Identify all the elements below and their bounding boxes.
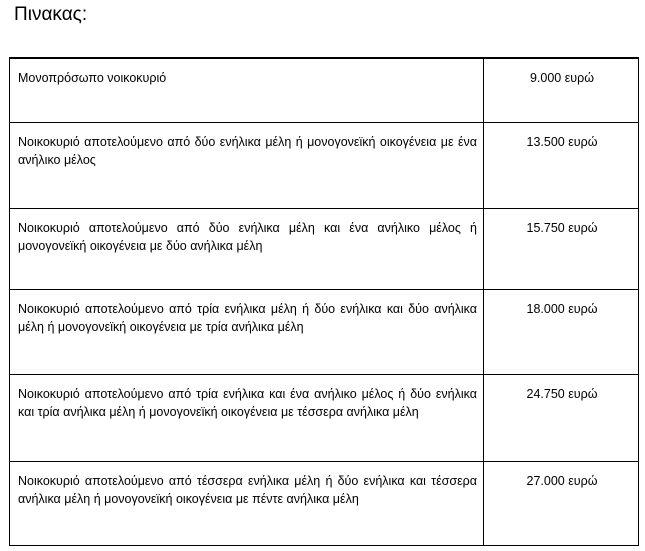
table-row <box>10 58 639 122</box>
income-amount-cell: 13.500 ευρώ <box>484 122 639 208</box>
income-amount-cell: 24.750 ευρώ <box>484 374 639 461</box>
table-row <box>10 289 639 374</box>
table-row <box>10 208 639 289</box>
table-row <box>10 122 639 208</box>
household-description-cell: Νοικοκυριό αποτελούμενο από τρία ενήλικα μέλη ή δύο ενήλικα και δύο ανήλικα μέλη ή μονογονεϊκή οικογένεια με τρία ανήλικα μέλη <box>10 289 484 374</box>
household-description-cell: Νοικοκυριό αποτελούμενο από δύο ενήλικα μέλη και ένα ανήλικο μέλος ή μονογονεϊκή οικογένεια με δύο ανήλικα μέλη <box>10 208 484 289</box>
income-amount-cell: 9.000 ευρώ <box>484 58 639 122</box>
table-row <box>10 374 639 461</box>
household-description-cell: Νοικοκυριό αποτελούμενο από τέσσερα ενήλικα μέλη ή δύο ενήλικα και τέσσερα ανήλικα μέλη ή μονογονεϊκή οικογένεια με πέντε ανήλικα μέλη <box>10 461 484 545</box>
income-amount-cell: 15.750 ευρώ <box>484 208 639 289</box>
page-heading: Πινακας: <box>14 4 88 25</box>
household-description-cell: Μονοπρόσωπο νοικοκυριό <box>10 58 484 122</box>
household-description-cell: Νοικοκυριό αποτελούμενο από δύο ενήλικα μέλη ή μονογονεϊκή οικογένεια με ένα ανήλικο μέλος <box>10 122 484 208</box>
table-row <box>10 461 639 545</box>
income-amount-cell: 18.000 ευρώ <box>484 289 639 374</box>
household-description-cell: Νοικοκυριό αποτελούμενο από τρία ενήλικα και ένα ανήλικο μέλος ή δύο ενήλικα και τρία ανήλικα μέλη ή μονογονεϊκή οικογένεια με τέσσερα ανήλικα μέλη <box>10 374 484 461</box>
income-amount-cell: 27.000 ευρώ <box>484 461 639 545</box>
income-threshold-table <box>9 57 639 546</box>
